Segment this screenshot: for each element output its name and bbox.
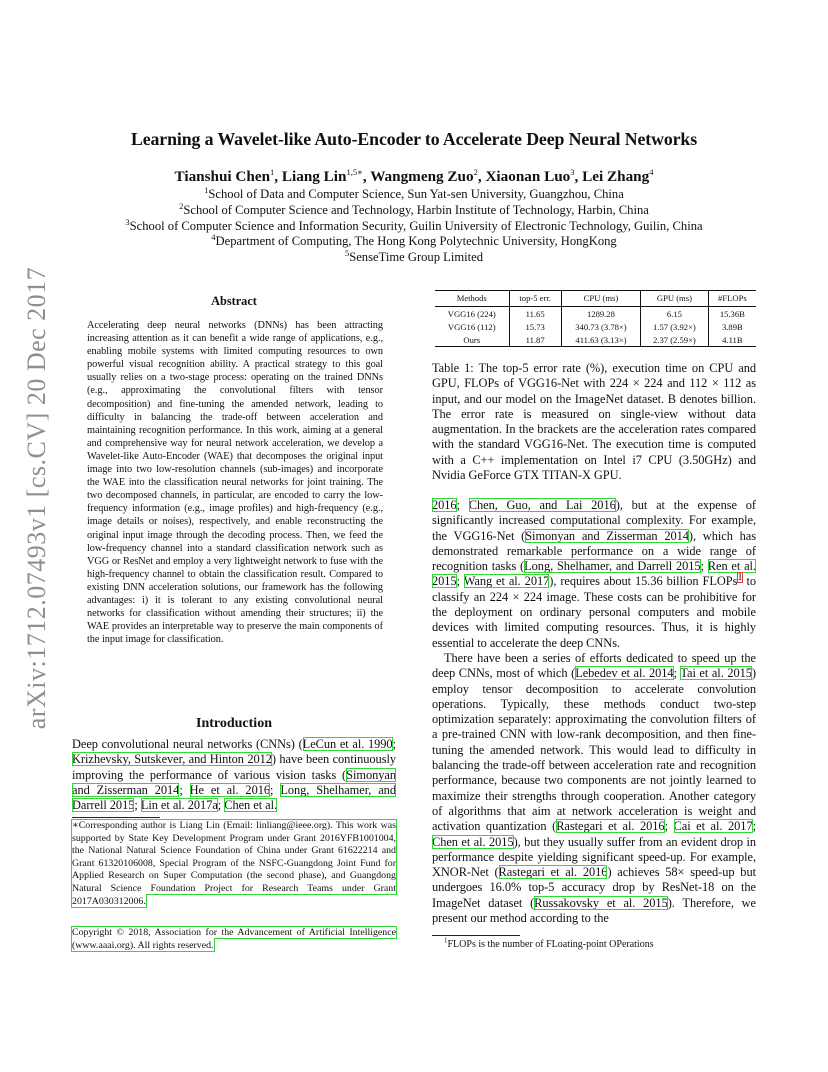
body-text: Deep convolutional neural networks (CNNs) ( <box>72 737 303 751</box>
body-text: ) have been continuously improving the performance of various vision tasks ( <box>72 752 396 782</box>
body-text: ), requires about 15.36 billion FLOPs <box>549 574 738 589</box>
citation-link[interactable]: Long, Shelhamer, and Darrell 2015 <box>72 782 396 813</box>
introduction-heading: Introduction <box>196 716 272 731</box>
right-paragraph-2 <box>432 651 756 926</box>
abstract-text: Accelerating deep neural networks (DNNs) has been attracting increasing attention as it can benefit a wide range of applications, e.g., enabling mobile systems with limited computing resources to own powerful visual recognition ability. A practical strategy to this goal usually relies on a two-stage process: operating on the trained DNNs (e.g., approximating the convolutional filters with tensor decomposition) and fine-tuning the amended network, leading to difficulty in balancing the trade-off between acceleration and maintaining recognition performance. In this work, aiming at a general and comprehensive way for neural network acceleration, we develop a Wavelet-like Auto-Encoder (WAE) that decomposes the original input image into two low-resolution channels (sub-images) and incorporate the WAE into the classification neural networks for joint training. The two decomposed channels, in particular, are encoded to carry the low-frequency information (e.g., image profiles) and high-frequency (e.g., image details or noises), respectively, and enable reconstructing the original input image through the decoding process. Then, we feed the low-frequency channel into a standard classification network such as VGG or ResNet and employ a very lightweight network to fuse with the high-frequency channel to obtain the classification result. Compared to existing DNN acceleration solutions, our framework has the following advantages: i) it is tolerant to any existing convolutional neural networks for classification without amending their structures; ii) the WAE provides an interpretable way to preserve the main components of the input image for classification. <box>87 320 383 646</box>
cell-gpu: 1.57 (3.92×) <box>641 320 709 333</box>
results-table <box>435 290 756 347</box>
footnote-ref-link[interactable]: 1 <box>737 572 743 584</box>
citation-link[interactable]: Chen, Guo, and Lai 2016 <box>468 498 616 512</box>
body-text: ; <box>392 737 396 751</box>
table-header-row <box>435 291 756 307</box>
cell-top5: 11.87 <box>509 333 561 347</box>
affiliation-2: $^2$School of Computer Science and Technology, Harbin Institute of Technology, Harbin, China <box>179 200 649 217</box>
cell-gpu: 6.15 <box>641 307 709 321</box>
author-affiliation-mark: 1,5∗ <box>346 166 363 177</box>
citation-link[interactable]: Cai et al. 2017 <box>673 819 753 834</box>
citation-link[interactable]: Chen et al. 2015 <box>432 834 514 849</box>
table-caption: Table 1: The top-5 error rate (%), execution time on CPU and GPU, FLOPs of VGG16-Net with 224 × 224 and 112 × 112 as input, and our model on the ImageNet dataset. B denotes billion. The error rate is measured on single-view without data augmentation. In the brackets are the acceleration rates compared with the standard VGG16-Net. The execution time is computed with a C++ implementation on Intel i7 CPU (3.50GHz) and Nvidia GeForce GTX TITAN-X GPU. <box>432 361 756 483</box>
author-affiliation-mark: 4 <box>649 166 654 177</box>
body-text: ; <box>456 498 469 512</box>
header-top5: top-5 err. <box>509 291 561 307</box>
body-text: ; <box>664 819 674 834</box>
author-name: Xiaonan Luo <box>485 168 571 185</box>
flops-footnote: $^1$FLOPs is the number of FLoating-point OPerations <box>444 936 654 950</box>
body-text: ). Therefore, we present our method according to the <box>432 895 757 926</box>
table-row <box>435 333 756 347</box>
citation-link[interactable]: Wang et al. 2017 <box>463 574 550 589</box>
citation-link[interactable]: Rastegari et al. 2016 <box>498 865 608 880</box>
citation-link[interactable]: Long, Shelhamer, and Darrell 2015 <box>524 559 701 574</box>
affiliation-4: $^4$Department of Computing, The Hong Kong Polytechnic University, HongKong <box>211 231 617 248</box>
cell-cpu: 1289.28 <box>561 307 640 321</box>
citation-link[interactable]: Rastegari et al. 2016 <box>556 819 665 834</box>
body-text: ) achieves 58× speed-up but undergoes 16.0% top-5 accuracy drop by ResNet-18 on the ImageNet dataset ( <box>432 865 756 910</box>
cell-top5: 11.65 <box>509 307 561 321</box>
paper-title: Learning a Wavelet-like Auto-Encoder to Accelerate Deep Neural Networks <box>130 129 698 149</box>
cell-flops: 4.11B <box>708 333 756 347</box>
author-name: Liang Lin <box>281 168 347 185</box>
body-text: ), but at the expense of significantly increased computational complexity. For example, the VGG16-Net ( <box>432 498 756 543</box>
cell-gpu: 2.37 (2.59×) <box>641 333 709 347</box>
cell-flops: 3.89B <box>708 320 756 333</box>
body-text: ; <box>134 798 141 813</box>
table-row <box>435 307 756 321</box>
citation-link[interactable]: LeCun et al. 1990 <box>302 737 393 751</box>
cell-cpu: 340.73 (3.78×) <box>561 320 640 333</box>
arxiv-identifier-stamp: arXiv:1712.07493v1 [cs.CV] 20 Dec 2017 <box>22 266 51 730</box>
header-methods: Methods <box>435 291 509 307</box>
body-text: ; <box>217 798 225 813</box>
author-affiliation-mark: 2 <box>473 166 478 177</box>
citation-link[interactable]: Ren et al. 2015 <box>432 559 756 589</box>
affiliation-1: $^1$School of Data and Computer Science, Sun Yat-sen University, Guangzhou, China <box>204 184 624 201</box>
body-text: ; <box>270 782 281 797</box>
right-column-body <box>432 498 756 926</box>
citation-link[interactable]: Tai et al. 2015 <box>680 666 752 681</box>
body-text: ; <box>456 574 464 589</box>
header-gpu: GPU (ms) <box>641 291 709 307</box>
body-text: ) employ tensor decomposition to accelerate convolution operations. Typically, these methods conduct two-step optimization separately: approximating the convolution filters of a pre-trained CNN with low-rank decomposition, and then fine-tuning the amended network. This would lead to difficulty in balancing the trade-off between acceleration rate and recognition performance, because two components are not jointly learned to maximize their strengths through cooperation. Another category of algorithms that aim at network acceleration is weight and activation quantization ( <box>432 666 756 834</box>
body-text: ; <box>700 559 708 574</box>
body-text: ; <box>673 666 681 681</box>
citation-link[interactable]: Chen et al. <box>224 798 278 813</box>
body-text: ; <box>179 782 190 797</box>
header-flops: #FLOPs <box>708 291 756 307</box>
table-row <box>435 320 756 333</box>
author-affiliation-mark: 1 <box>270 166 275 177</box>
citation-link[interactable]: Lebedev et al. 2014 <box>575 666 674 681</box>
author-affiliation-mark: 3 <box>570 166 575 177</box>
results-table-container <box>435 290 756 347</box>
body-text: to classify an 224 × 224 image. These costs can be prohibitive for the deployment on ordinary personal computers and mobile devices with limited computing resources. Thus, it is highly essential to accelerate the deep CNNs. <box>432 574 757 650</box>
body-text: ), but they usually suffer from an evident drop in performance despite yielding significant speed-up. For example, XNOR-Net ( <box>432 834 756 880</box>
author-name: Tianshui Chen <box>174 168 271 185</box>
citation-link[interactable]: 2016 <box>432 498 457 512</box>
affiliation-3: $^3$School of Computer Science and Information Security, Guilin University of Electronic Technology, Guilin, China <box>125 216 703 233</box>
affiliation-5: $^5$SenseTime Group Limited <box>344 247 484 264</box>
author-list: Tianshui Chen$^1$, Liang Lin$^{1,5∗}$, Wangmeng Zuo$^2$, Xiaonan Luo$^3$, Lei Zhang$^4$ <box>174 166 654 185</box>
citation-link[interactable]: Russakovsky et al. 2015 <box>534 895 668 910</box>
body-text: ), which has demonstrated remarkable performance on a wide range of recognition tasks ( <box>432 528 756 574</box>
citation-link[interactable]: Krizhevsky, Sutskever, and Hinton 2012 <box>72 752 272 767</box>
abstract-heading: Abstract <box>211 294 257 308</box>
corresponding-author-footnote <box>72 820 396 908</box>
cell-flops: 15.36B <box>708 307 756 321</box>
author-name: Wangmeng Zuo <box>370 168 474 185</box>
citation-link[interactable]: He et al. 2016 <box>189 782 271 797</box>
right-paragraph-1 <box>432 498 756 650</box>
citation-link[interactable]: Lin et al. 2017a <box>140 798 218 813</box>
cell-method: VGG16 (224) <box>447 308 496 319</box>
footnote-divider <box>72 817 160 818</box>
cell-method: VGG16 (112) <box>447 321 496 332</box>
footnote-link-box[interactable]: ∗Corresponding author is Liang Lin (Email: linliang@ieee.org). This work was supported by State Key Development Program under Grant 2016YFB1001004, the National Natural Science Foundation of China under Grant 61622214 and Grant 61320106008, Special Program of the NSFC-Guangdong Joint Fund for Applied Research on Super Computation (the second phase), and Guangdong Natural Science Foundation Project for Research Teams under Grant 2017A030312006. <box>72 820 396 907</box>
cell-cpu: 411.63 (3.13×) <box>561 333 640 347</box>
citation-link[interactable]: Simonyan and Zisserman 2014 <box>72 767 396 797</box>
copyright-notice <box>72 927 396 952</box>
author-name: Lei Zhang <box>582 168 650 185</box>
introduction-text <box>72 737 396 813</box>
cell-top5: 15.73 <box>509 320 561 333</box>
header-cpu: CPU (ms) <box>561 291 640 307</box>
copyright-link-box[interactable]: Copyright © 2018, Association for the Advancement of Artificial Intelligence (www.aaai.org). All rights reserved. <box>72 927 396 951</box>
body-text: ; <box>752 819 756 834</box>
body-text: There have been a series of efforts dedicated to speed up the deep CNNs, most of which ( <box>432 650 756 681</box>
cell-method: Ours <box>435 333 509 347</box>
citation-link[interactable]: Simonyan and Zisserman 2014 <box>525 528 689 543</box>
